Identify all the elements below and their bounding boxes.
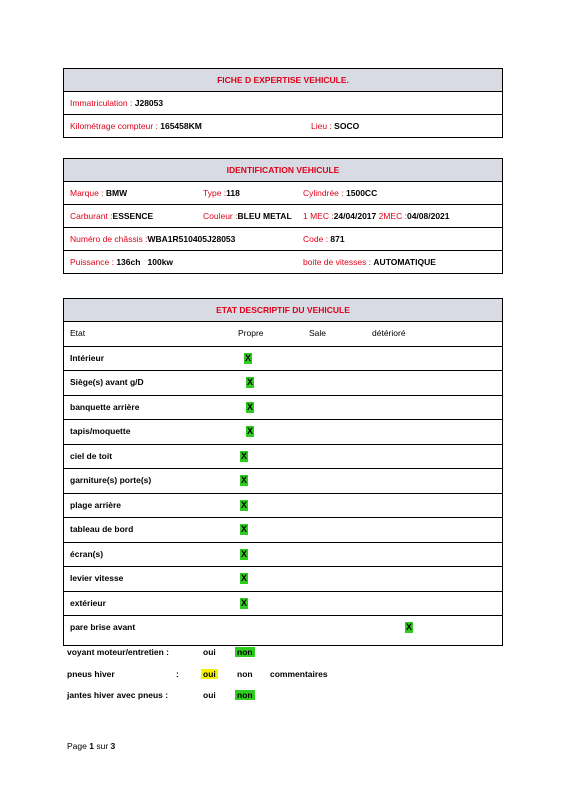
page-sep: sur — [96, 741, 109, 751]
carburant-label: Carburant : — [70, 211, 113, 221]
etat-item-mark — [240, 445, 248, 469]
puissance-value: 136ch 100kw — [116, 257, 174, 267]
mec1-label: 1 MEC : — [303, 211, 334, 221]
check-mark: X — [247, 426, 254, 436]
col-propre: Propre — [238, 328, 264, 338]
col-sale: Sale — [309, 328, 327, 338]
lieu-label: Lieu : — [311, 121, 332, 131]
lieu-field — [311, 115, 359, 137]
couleur-value: BLEU METAL — [237, 211, 292, 221]
jantes-label: jantes hiver avec pneus : — [67, 690, 169, 700]
etat-item-name: pare brise avant — [70, 622, 136, 632]
puissance-label: Puissance : — [70, 257, 114, 267]
etat-item-name: plage arrière — [70, 499, 122, 510]
etat-item-mark — [246, 371, 254, 395]
immat-label: Immatriculation : — [70, 98, 133, 108]
etat-item-row — [64, 347, 502, 372]
col-etat: Etat — [70, 328, 86, 338]
marque-field — [70, 182, 127, 204]
fiche-title: FICHE D EXPERTISE VEHICULE. — [64, 69, 502, 92]
etat-descriptif-box — [63, 298, 503, 646]
col-deteriore: détérioré — [372, 328, 406, 338]
code-field — [303, 228, 345, 250]
etat-item-name: Intérieur — [70, 352, 105, 363]
check-mark: X — [241, 548, 248, 559]
etat-item-mark — [246, 420, 254, 444]
jantes-oui: oui — [203, 690, 216, 700]
code-label: Code : — [303, 234, 329, 244]
puissance-field — [70, 251, 173, 273]
page-number: 1 — [89, 741, 94, 751]
couleur-field — [203, 205, 292, 227]
couleur-label: Couleur : — [203, 211, 238, 221]
ident-row-1 — [64, 182, 502, 205]
page-footer — [67, 741, 115, 751]
jantes-non: non — [237, 690, 253, 700]
etat-header-row — [64, 322, 502, 347]
cylindree-value: 1500CC — [346, 188, 378, 198]
etat-item-row — [64, 420, 502, 445]
ident-title: IDENTIFICATION VEHICULE — [64, 159, 502, 182]
chassis-field — [70, 228, 235, 250]
etat-item-mark — [244, 347, 252, 371]
etat-item-row — [64, 616, 502, 645]
km-value: 165458KM — [160, 121, 202, 131]
lieu-value: SOCO — [334, 121, 360, 131]
km-label: Kilométrage compteur : — [70, 121, 158, 131]
voyant-label: voyant moteur/entretien : — [67, 647, 170, 657]
etat-item-name: banquette arrière — [70, 401, 140, 412]
mec2-label: 2MEC : — [378, 211, 407, 221]
voyant-non: non — [237, 647, 253, 657]
etat-item-mark — [240, 518, 248, 542]
fiche-expertise-box — [63, 68, 503, 138]
immat-value: J28053 — [134, 98, 164, 108]
etat-item-mark — [405, 616, 413, 640]
etat-item-name: Siège(s) avant g/D — [70, 377, 144, 387]
marque-label: Marque : — [70, 188, 104, 198]
check-mark: X — [241, 450, 248, 461]
chassis-label: Numéro de châssis : — [70, 234, 148, 244]
type-field — [203, 182, 240, 204]
etat-item-row — [64, 469, 502, 494]
etat-title: ETAT DESCRIPTIF DU VEHICULE — [64, 299, 502, 322]
pneus-label: pneus hiver — [67, 669, 115, 679]
etat-item-name: tapis/moquette — [70, 426, 131, 436]
cylindree-label: Cylindrée : — [303, 188, 344, 198]
mec1-value: 24/04/2017 — [333, 211, 377, 221]
etat-item-name: tableau de bord — [70, 524, 134, 534]
km-field — [70, 115, 202, 137]
etat-item-name: levier vitesse — [70, 573, 124, 583]
etat-item-row — [64, 494, 502, 519]
pneus-colon: : — [176, 669, 179, 679]
type-value: 118 — [226, 188, 240, 198]
pneus-oui: oui — [203, 669, 216, 679]
marque-value: BMW — [105, 188, 128, 198]
etat-item-row — [64, 518, 502, 543]
ident-row-4 — [64, 251, 502, 273]
check-mark: X — [247, 401, 254, 412]
etat-item-mark — [240, 543, 248, 567]
check-mark: X — [241, 573, 248, 583]
voyant-oui: oui — [203, 647, 216, 657]
etat-item-row — [64, 396, 502, 421]
check-mark: X — [241, 524, 248, 534]
immat-row — [64, 92, 502, 115]
cylindree-field — [303, 182, 377, 204]
boite-label: boite de vitesses : — [303, 257, 372, 267]
commentaires-label: commentaires — [270, 669, 328, 679]
boite-field — [303, 251, 436, 273]
etat-rows — [64, 347, 502, 646]
etat-item-row — [64, 445, 502, 470]
etat-item-name: extérieur — [70, 597, 106, 608]
etat-item-mark — [240, 592, 248, 616]
etat-item-mark — [240, 567, 248, 591]
immat-field — [70, 92, 163, 114]
mec2-value: 04/08/2021 — [406, 211, 450, 221]
identification-box — [63, 158, 503, 274]
etat-item-name: garniture(s) porte(s) — [70, 475, 152, 485]
carburant-field — [70, 205, 153, 227]
code-value: 871 — [330, 234, 345, 244]
check-mark: X — [241, 597, 248, 608]
page-total: 3 — [110, 741, 116, 751]
boite-value: AUTOMATIQUE — [373, 257, 436, 267]
etat-item-mark — [240, 494, 248, 518]
carburant-value: ESSENCE — [112, 211, 154, 221]
mec-field — [303, 205, 450, 227]
check-mark: X — [241, 499, 248, 510]
page-prefix: Page — [67, 741, 87, 751]
ident-row-2 — [64, 205, 502, 228]
etat-item-name: écran(s) — [70, 548, 104, 559]
etat-item-mark — [246, 396, 254, 420]
etat-item-row — [64, 592, 502, 617]
km-row — [64, 115, 502, 137]
check-mark: X — [247, 377, 254, 387]
etat-item-mark — [240, 469, 248, 493]
etat-item-row — [64, 371, 502, 396]
check-mark: X — [245, 352, 252, 363]
ident-row-3 — [64, 228, 502, 251]
etat-item-name: ciel de toit — [70, 450, 113, 461]
check-mark: X — [406, 622, 413, 632]
pneus-non: non — [237, 669, 253, 679]
check-mark: X — [241, 475, 248, 485]
etat-item-row — [64, 543, 502, 568]
etat-item-row — [64, 567, 502, 592]
type-label: Type : — [203, 188, 227, 198]
chassis-value: WBA1R510405J28053 — [147, 234, 236, 244]
